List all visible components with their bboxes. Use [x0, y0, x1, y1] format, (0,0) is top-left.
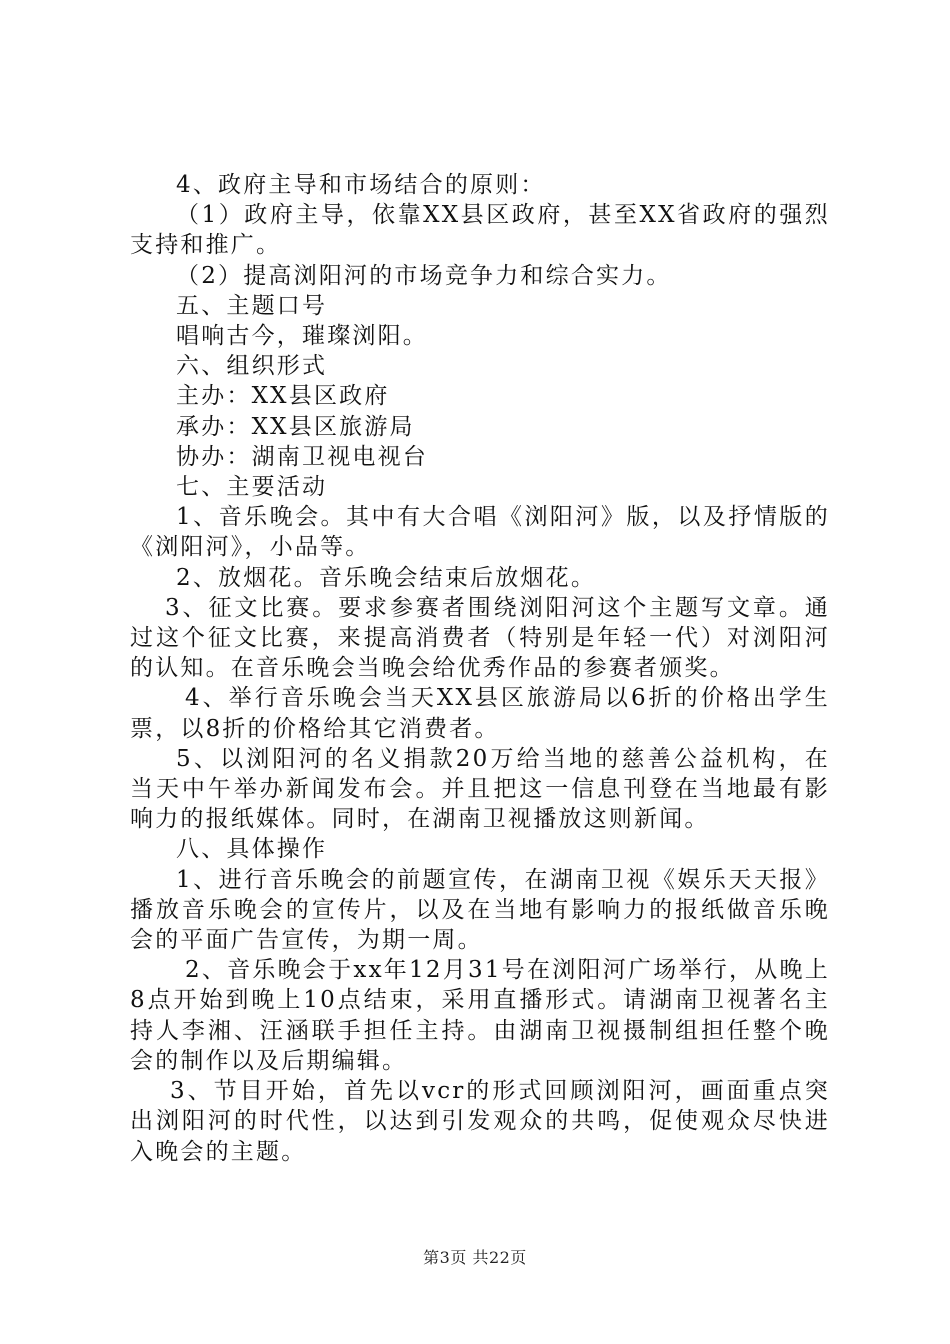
- paragraph-slogan: 唱响古今，璀璨浏阳。: [176, 323, 428, 350]
- heading-organization: 六、组织形式: [176, 353, 328, 380]
- paragraph-principle-4-1: （1）政府主导，依靠XX县区政府，甚至XX省政府的强烈支持和推广。: [130, 202, 830, 259]
- document-body: [130, 170, 830, 1167]
- paragraph-operation-3: 3、节目开始，首先以vcr的形式回顾浏阳河，画面重点突出浏阳河的时代性，以达到引发观众的共鸣，促使观众尽快进入晚会的主题。: [130, 1078, 830, 1165]
- heading-theme-slogan: 五、主题口号: [176, 292, 328, 319]
- heading-operations: 八、具体操作: [176, 836, 328, 863]
- paragraph-operation-1: 1、进行音乐晚会的前题宣传，在湖南卫视《娱乐天天报》播放音乐晚会的宣传片，以及在当地有影响力的报纸做音乐晚会的平面广告宣传，为期一周。: [130, 866, 830, 954]
- paragraph-host: 主办：XX县区政府: [176, 383, 390, 410]
- paragraph-activity-4: 4、举行音乐晚会当天XX县区旅游局以6折的价格出学生票，以8折的价格给其它消费者。: [130, 685, 830, 742]
- paragraph-activity-3: 3、征文比赛。要求参赛者围绕浏阳河这个主题写文章。通过这个征文比赛，来提高消费者（特别是年轻一代）对浏阳河的认知。在音乐晚会当晚会给优秀作品的参赛者颁奖。: [130, 594, 830, 682]
- page-number-footer: 第3页 共22页: [423, 1248, 527, 1267]
- paragraph-organizer: 承办：XX县区旅游局: [176, 413, 415, 440]
- paragraph-principle-4: 4、政府主导和市场结合的原则：: [176, 172, 546, 198]
- paragraph-operation-2: 2、音乐晚会于xx年12月31号在浏阳河广场举行，从晚上8点开始到晚上10点结束，采用直播形式。请湖南卫视著名主持人李湘、汪涵联手担任主持。由湖南卫视摄制组担任整个晚会的制作以及后期编辑。: [130, 957, 830, 1074]
- paragraph-activity-1: 1、音乐晚会。其中有大合唱《浏阳河》版，以及抒情版的《浏阳河》，小品等。: [130, 504, 830, 561]
- paragraph-principle-4-2: （2）提高浏阳河的市场竞争力和综合实力。: [176, 262, 672, 289]
- paragraph-co-organizer: 协办：湖南卫视电视台: [176, 443, 428, 470]
- paragraph-activity-2: 2、放烟花。音乐晚会结束后放烟花。: [176, 564, 597, 591]
- heading-main-activities: 七、主要活动: [176, 474, 328, 501]
- paragraph-activity-5: 5、以浏阳河的名义捐款20万给当地的慈善公益机构，在当天中午举办新闻发布会。并且把这一信息刊登在当地最有影响力的报纸媒体。同时，在湖南卫视播放这则新闻。: [130, 745, 830, 833]
